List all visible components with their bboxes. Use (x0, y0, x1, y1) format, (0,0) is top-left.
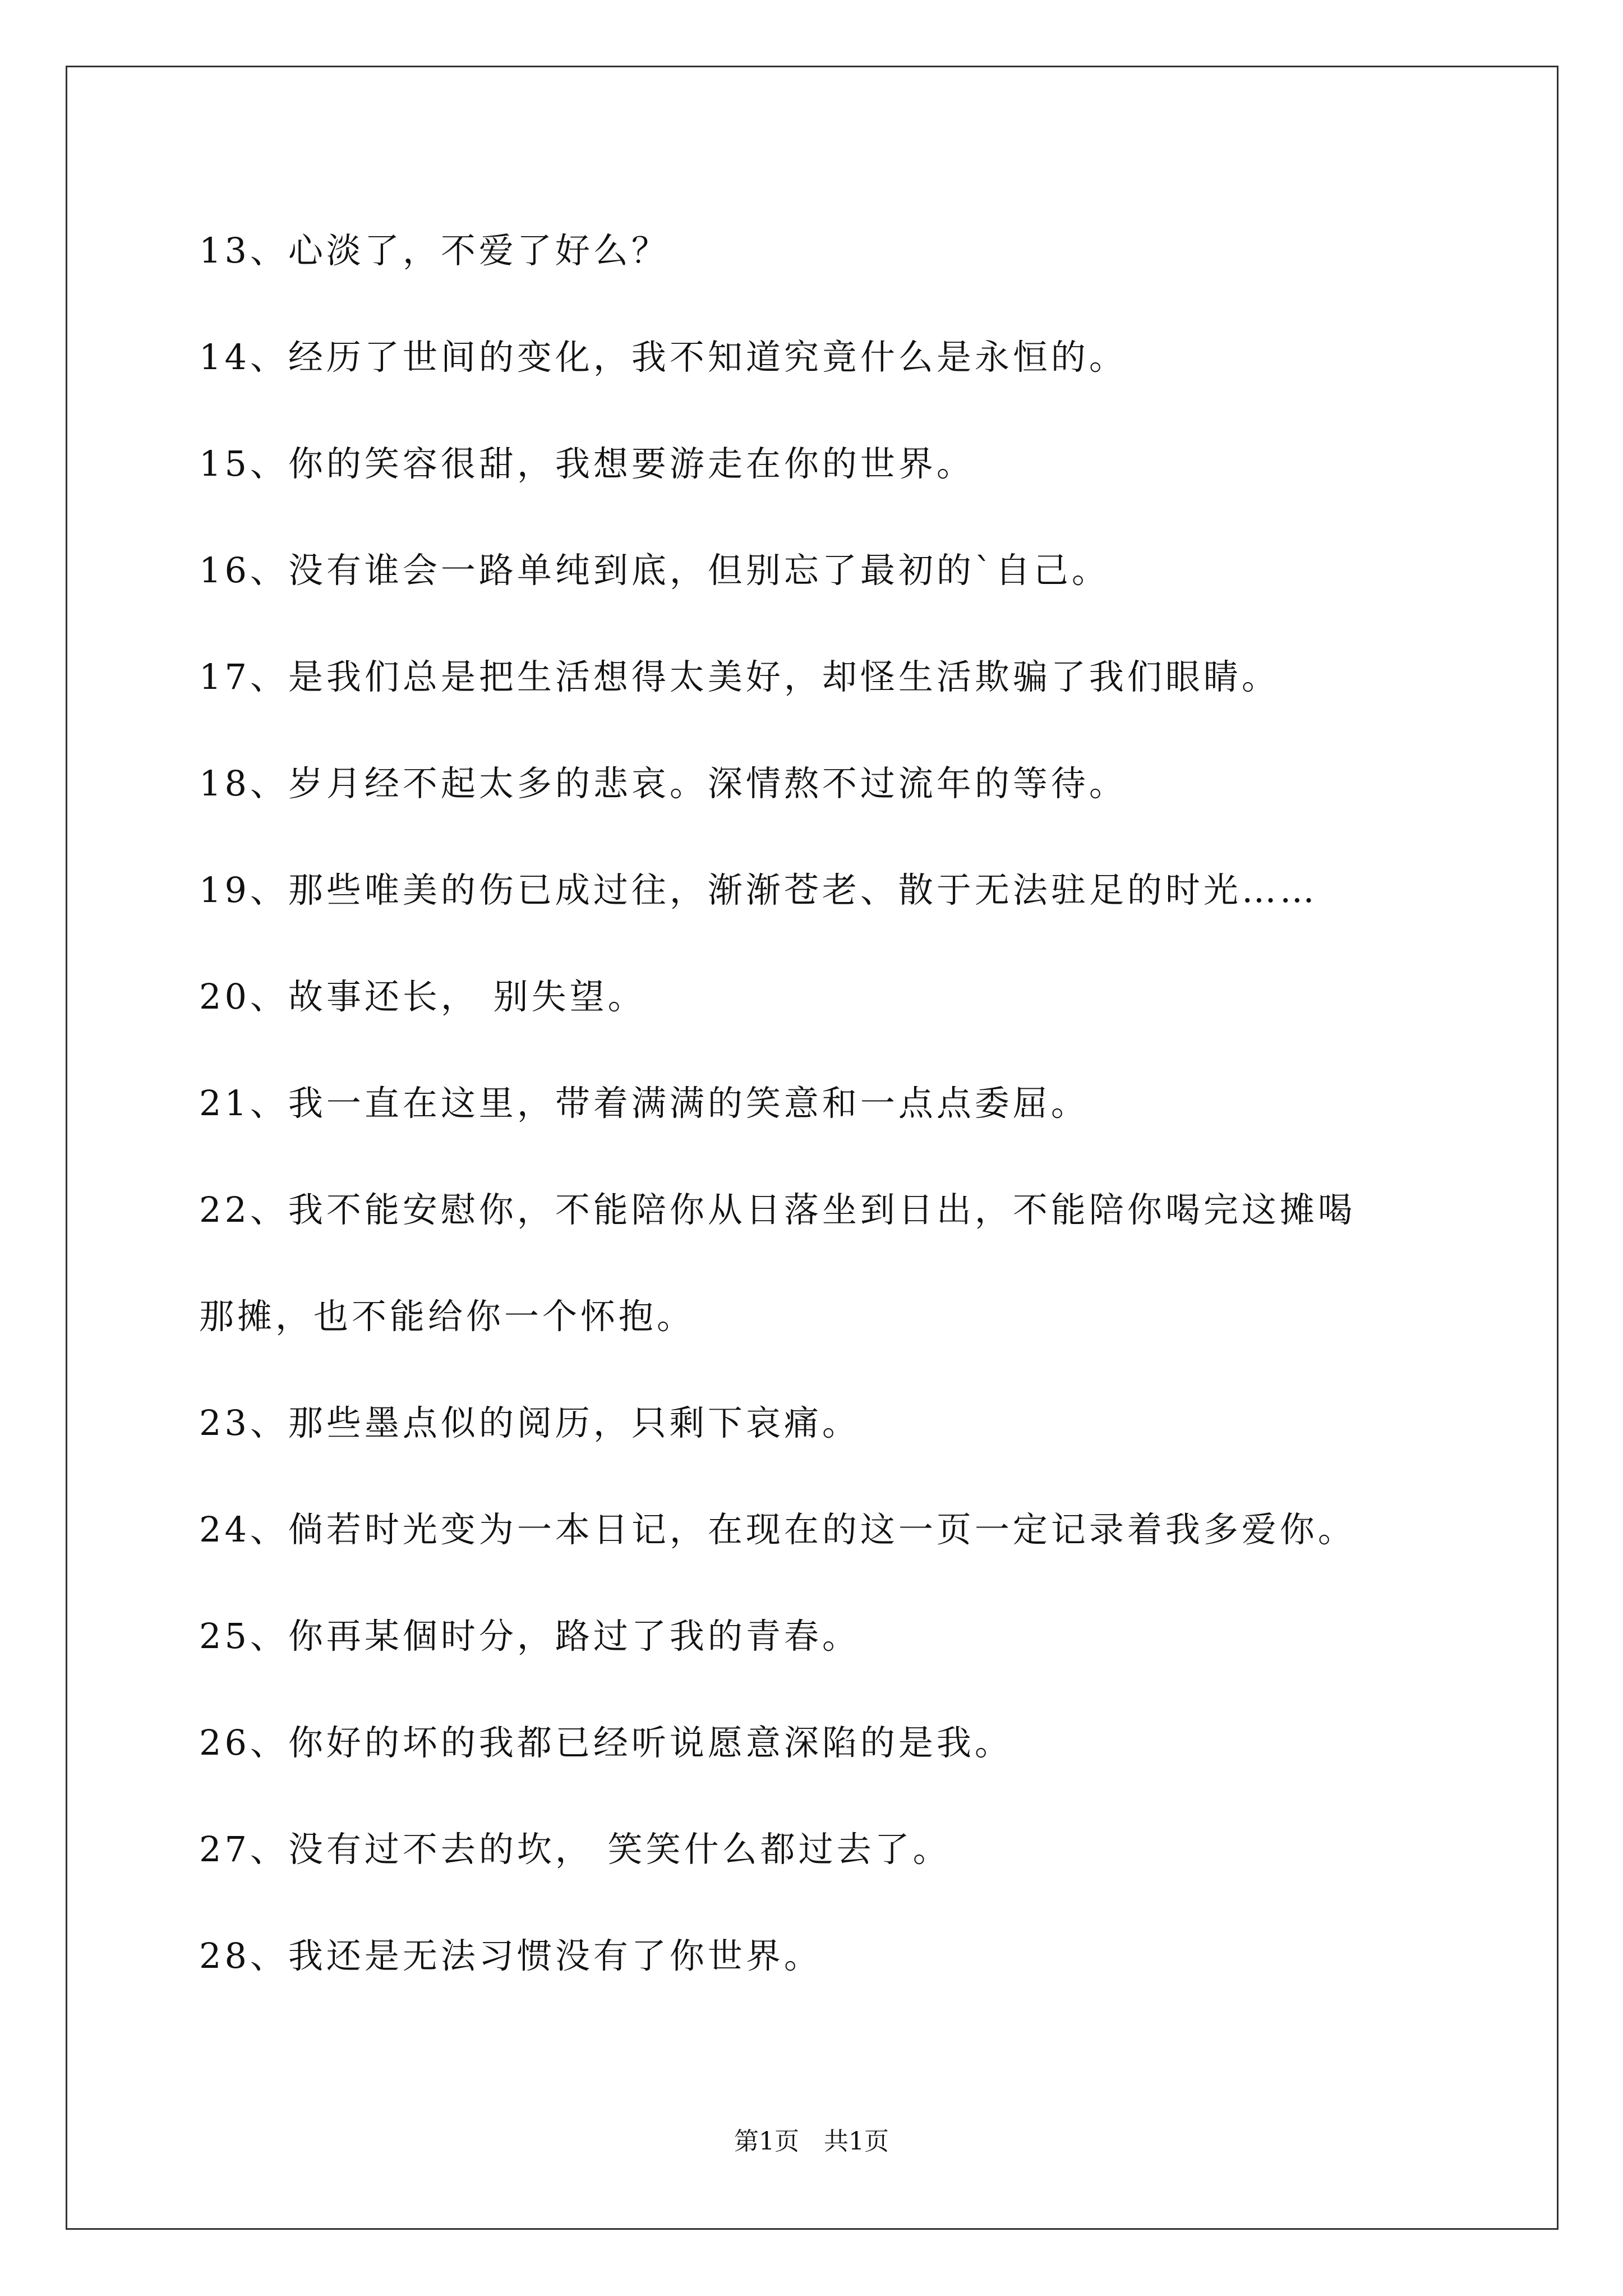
text-line: 20、故事还长， 别失望。 (199, 976, 646, 1017)
text-line: 26、你好的坏的我都已经听说愿意深陷的是我。 (199, 1722, 1013, 1763)
text-line: 15、你的笑容很甜，我想要游走在你的世界。 (199, 443, 975, 484)
text-line: 14、经历了世间的变化，我不知道究竟什么是永恒的。 (199, 337, 1127, 378)
page-number: 第1页 共1页 (734, 2127, 889, 2156)
text-line: 22、我不能安慰你，不能陪你从日落坐到日出，不能陪你喝完这摊喝 (199, 1189, 1356, 1230)
text-line: 27、没有过不去的坎， 笑笑什么都过去了。 (199, 1829, 951, 1870)
text-line: 23、那些墨点似的阅历，只剩下哀痛。 (199, 1402, 860, 1443)
text-line: 16、没有谁会一路单纯到底，但别忘了最初的`自己。 (199, 550, 1110, 591)
text-line: 24、倘若时光变为一本日记，在现在的这一页一定记录着我多爱你。 (199, 1509, 1356, 1550)
page-frame (66, 66, 1559, 2230)
text-line: 13、心淡了，不爱了好么？ (199, 230, 670, 271)
text-line: 21、我一直在这里，带着满满的笑意和一点点委屈。 (199, 1083, 1089, 1124)
text-line: 18、岁月经不起太多的悲哀。深情熬不过流年的等待。 (199, 763, 1127, 804)
text-line: 28、我还是无法习惯没有了你世界。 (199, 1935, 822, 1976)
text-line: 19、那些唯美的伤已成过往，渐渐苍老、散于无法驻足的时光…… (199, 869, 1318, 910)
text-line: 17、是我们总是把生活想得太美好，却怪生活欺骗了我们眼睛。 (199, 656, 1280, 697)
text-line: 那摊，也不能给你一个怀抱。 (199, 1296, 695, 1337)
text-line: 25、你再某個时分，路过了我的青春。 (199, 1616, 860, 1657)
page-footer (0, 2126, 1623, 2157)
